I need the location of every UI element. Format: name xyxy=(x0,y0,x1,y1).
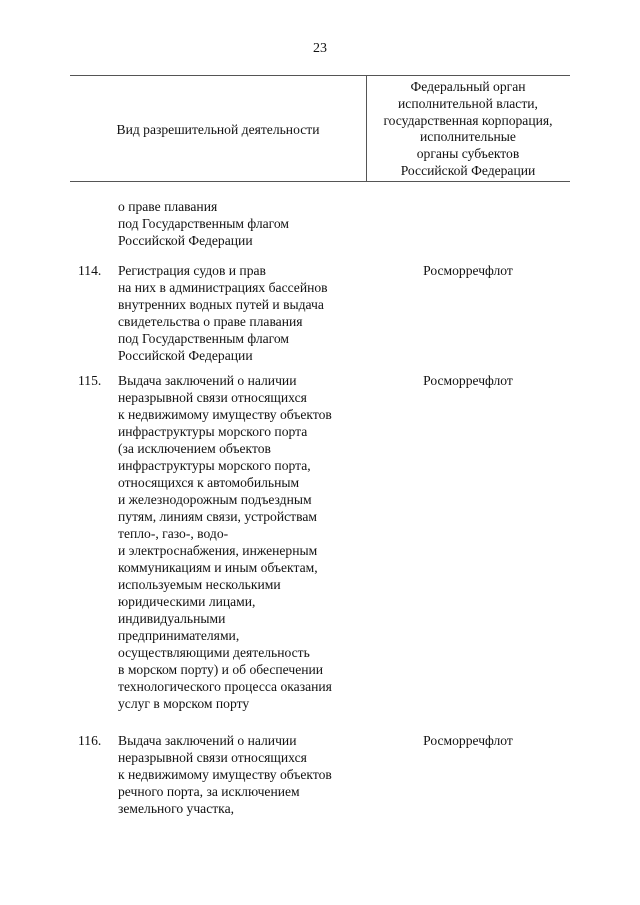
text-line: услуг в морском порту xyxy=(118,696,250,711)
text-line: (за исключением объектов xyxy=(118,441,271,456)
table-header-bottom-rule xyxy=(70,181,570,182)
text-line: земельного участка, xyxy=(118,801,234,816)
text-line: внутренних водных путей и выдача xyxy=(118,297,324,312)
row-activity-text xyxy=(118,262,368,364)
text-line: Российской Федерации xyxy=(118,233,253,248)
text-line: тепло-, газо-, водо- xyxy=(118,526,229,541)
column-header-authority-line: органы субъектов xyxy=(416,146,520,162)
page-number: 23 xyxy=(313,41,327,56)
text-line: о праве плавания xyxy=(118,199,218,214)
text-line: свидетельства о праве плавания xyxy=(118,314,303,329)
text-line: и железнодорожным подъездным xyxy=(118,492,312,507)
row-number: 114. xyxy=(78,263,102,278)
row-activity-text xyxy=(118,732,368,817)
text-line: на них в администрациях бассейнов xyxy=(118,280,328,295)
text-line: Выдача заключений о наличии xyxy=(118,373,297,388)
text-line: осуществляющими деятельность xyxy=(118,645,310,660)
column-header-authority-line: исполнительные xyxy=(420,129,516,145)
column-header-authority-line: Российской Федерации xyxy=(400,162,536,178)
column-header-activity-type: Вид разрешительной деятельности xyxy=(116,122,320,137)
text-line: к недвижимому имуществу объектов xyxy=(118,767,332,782)
table-top-rule xyxy=(70,75,570,76)
text-line: предпринимателями, xyxy=(118,628,240,643)
text-line: относящихся к автомобильным xyxy=(118,475,300,490)
continuation-text xyxy=(118,198,368,249)
column-header-authority-line: государственная корпорация, xyxy=(383,112,553,128)
row-agency: Росморречфлот xyxy=(423,733,513,748)
text-line: технологического процесса оказания xyxy=(118,679,332,694)
text-line: в морском порту) и об обеспечении xyxy=(118,662,324,677)
text-line: юридическими лицами, xyxy=(118,594,256,609)
text-line: инфраструктуры морского порта xyxy=(118,424,308,439)
row-number: 116. xyxy=(78,733,102,748)
text-line: к недвижимому имуществу объектов xyxy=(118,407,332,422)
text-line: неразрывной связи относящихся xyxy=(118,390,307,405)
text-line: речного порта, за исключением xyxy=(118,784,300,799)
text-line: используемым несколькими xyxy=(118,577,281,592)
column-header-authority-line: исполнительной власти, xyxy=(398,95,538,111)
row-agency: Росморречфлот xyxy=(423,263,513,278)
column-header-authority xyxy=(366,79,570,180)
text-line: инфраструктуры морского порта, xyxy=(118,458,311,473)
text-line: и электроснабжения, инженерным xyxy=(118,543,318,558)
text-line: Регистрация судов и прав xyxy=(118,263,266,278)
text-line: коммуникациям и иным объектам, xyxy=(118,560,318,575)
text-line: под Государственным флагом xyxy=(118,331,290,346)
text-line: индивидуальными xyxy=(118,611,226,626)
text-line: Российской Федерации xyxy=(118,348,253,363)
text-line: под Государственным флагом xyxy=(118,216,290,231)
text-line: путям, линиям связи, устройствам xyxy=(118,509,317,524)
text-line: Выдача заключений о наличии xyxy=(118,733,297,748)
text-line: неразрывной связи относящихся xyxy=(118,750,307,765)
column-header-authority-line: Федеральный орган xyxy=(410,79,526,94)
row-activity-text xyxy=(118,372,368,712)
row-agency: Росморречфлот xyxy=(423,373,513,388)
row-number: 115. xyxy=(78,373,102,388)
